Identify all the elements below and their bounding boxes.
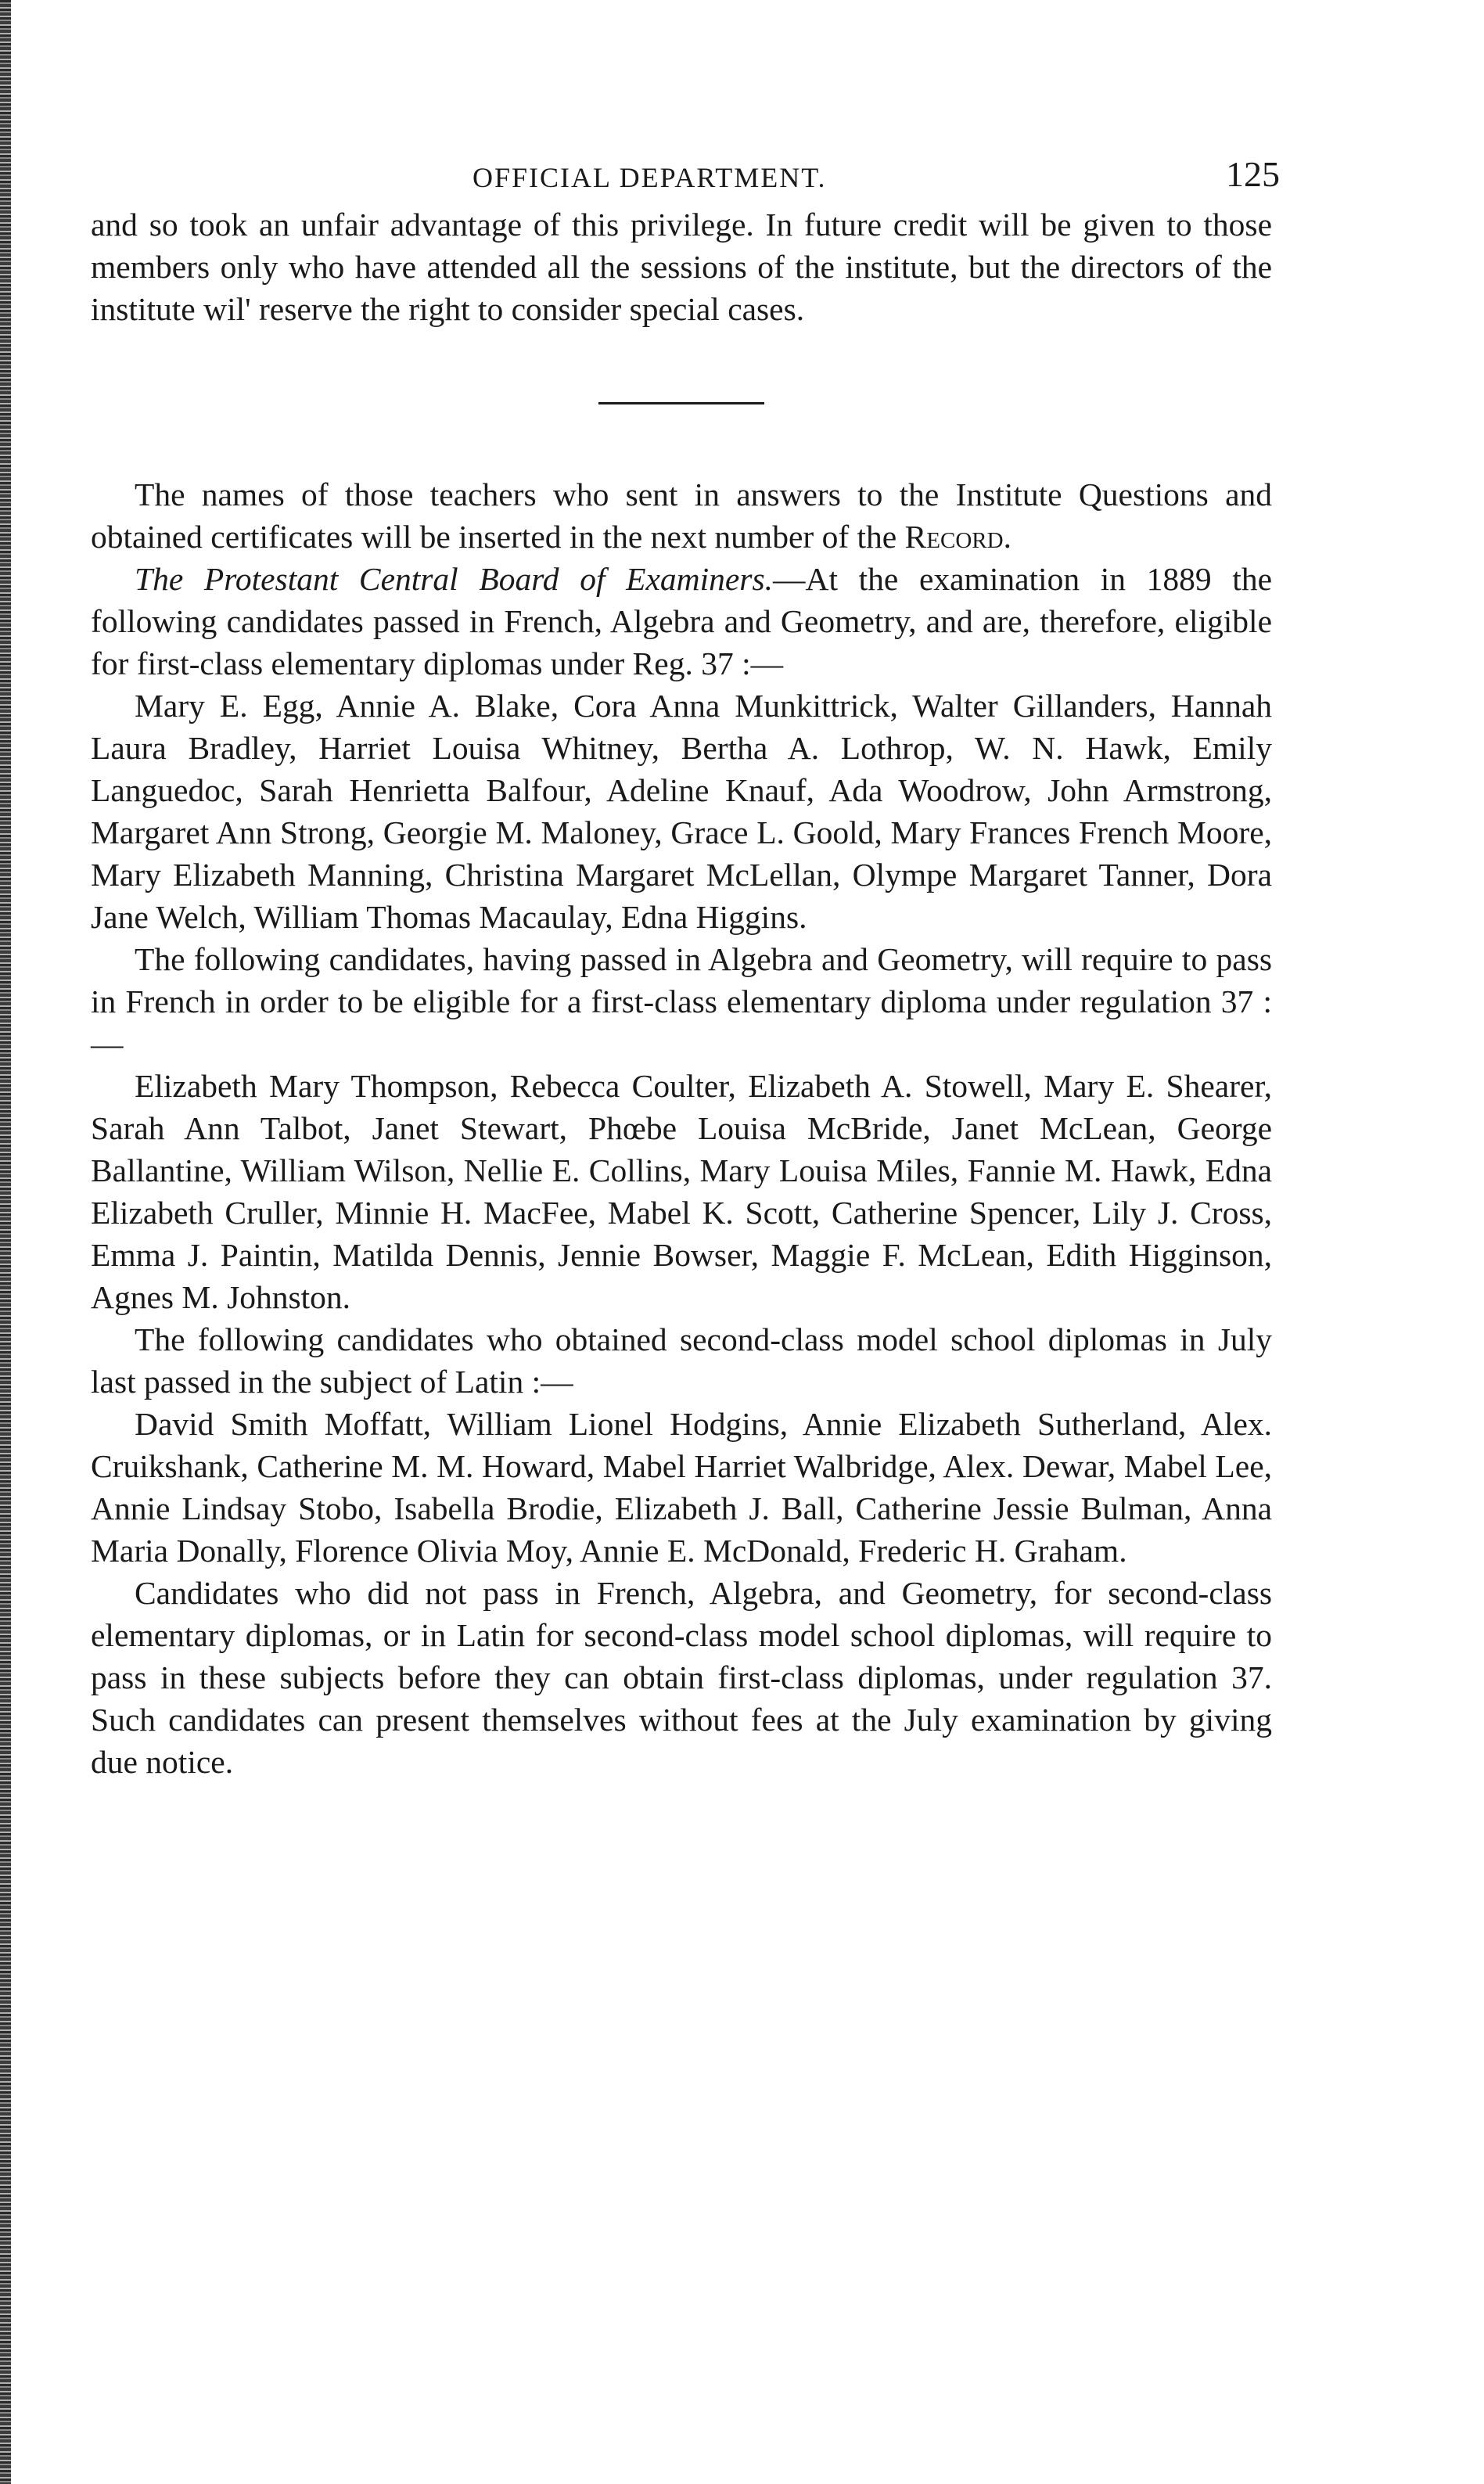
section-divider bbox=[598, 402, 764, 404]
book-page bbox=[91, 149, 1280, 1783]
names-notice-end: . bbox=[1003, 519, 1011, 555]
names-notice-paragraph bbox=[91, 473, 1272, 558]
board-paragraph bbox=[91, 558, 1272, 685]
record-word: Record bbox=[904, 519, 1004, 555]
closing-paragraph: Candidates who did not pass in French, Algebra, and Geometry, for second-class elementary diplomas, or in Latin for second-class model school diplomas, will require to pass in these subjects before they can obtain first-class diplomas, under regulation 37. Such candidates can present themselves without fees at the July examination by giving due notice. bbox=[91, 1575, 1272, 1780]
french-names-list: Elizabeth Mary Thompson, Rebecca Coulter, Elizabeth A. Stowell, Mary E. Shearer, Sarah Ann Talbot, Janet Stewart, Phœbe Louisa McBride, Janet McLean, George Ballantine, William Wilson, Nellie E. Collins, Mary Louisa Miles, Fannie M. Hawk, Edna Elizabeth Cruller, Minnie H. MacFee, Mabel K. Scott, Catherine Spencer, Lily J. Cross, Emma J. Paintin, Matilda Dennis, Jennie Bowser, Maggie F. McLean, Edith Higginson, Agnes M. Johnston. bbox=[91, 1068, 1272, 1315]
running-title: OFFICIAL DEPARTMENT. bbox=[473, 162, 827, 193]
page-header bbox=[91, 149, 1280, 203]
names-notice-text: The names of those teachers who sent in answers to the Institute Questions and obtained certificates will be inserted in the next number of the bbox=[91, 476, 1272, 555]
latin-names-list: David Smith Moffatt, William Lionel Hodgins, Annie Elizabeth Sutherland, Alex. Cruikshank, Catherine M. M. Howard, Mabel Harriet Walbridge, Alex. Dewar, Mabel Lee, Annie Lindsay Stobo, Isabella Brodie, Elizabeth J. Ball, Catherine Jessie Bulman, Anna Maria Donally, Florence Olivia Moy, Annie E. McDonald, Frederic H. Graham. bbox=[91, 1406, 1272, 1569]
french-requirement-paragraph: The following candidates, having passed in Algebra and Geometry, will require to pass in French in order to be eligible for a first-class elementary diploma under regulation 37 :— bbox=[91, 941, 1272, 1062]
first-class-names-list: Mary E. Egg, Annie A. Blake, Cora Anna Munkittrick, Walter Gillanders, Hannah Laura Bradley, Harriet Louisa Whitney, Bertha A. Lothrop, W. N. Hawk, Emily Languedoc, Sarah Henrietta Balfour, Adeline Knauf, Ada Woodrow, John Armstrong, Margaret Ann Strong, Georgie M. Maloney, Grace L. Goold, Mary Frances French Moore, Mary Elizabeth Manning, Christina Margaret McLellan, Olympe Margaret Tanner, Dora Jane Welch, William Thomas Macaulay, Edna Higgins. bbox=[91, 688, 1272, 935]
board-text: —At the examination in 1889 the following candidates passed in French, Algebra and Geometry, and are, therefore, eligible for first-class elementary diplomas under Reg. 37 :— bbox=[91, 561, 1272, 681]
page-number: 125 bbox=[1226, 154, 1280, 194]
opening-paragraph: and so took an unfair advantage of this privilege. In future credit will be given to those members only who have attended all the sessions of the institute, but the directors of the institute wil' reserve the right to consider special cases. bbox=[91, 207, 1272, 327]
page-binding-edge bbox=[0, 0, 11, 2484]
board-title: The Protestant Central Board of Examiners. bbox=[135, 561, 773, 597]
latin-intro-paragraph: The following candidates who obtained second-class model school diplomas in July last passed in the subject of Latin :— bbox=[91, 1321, 1272, 1400]
